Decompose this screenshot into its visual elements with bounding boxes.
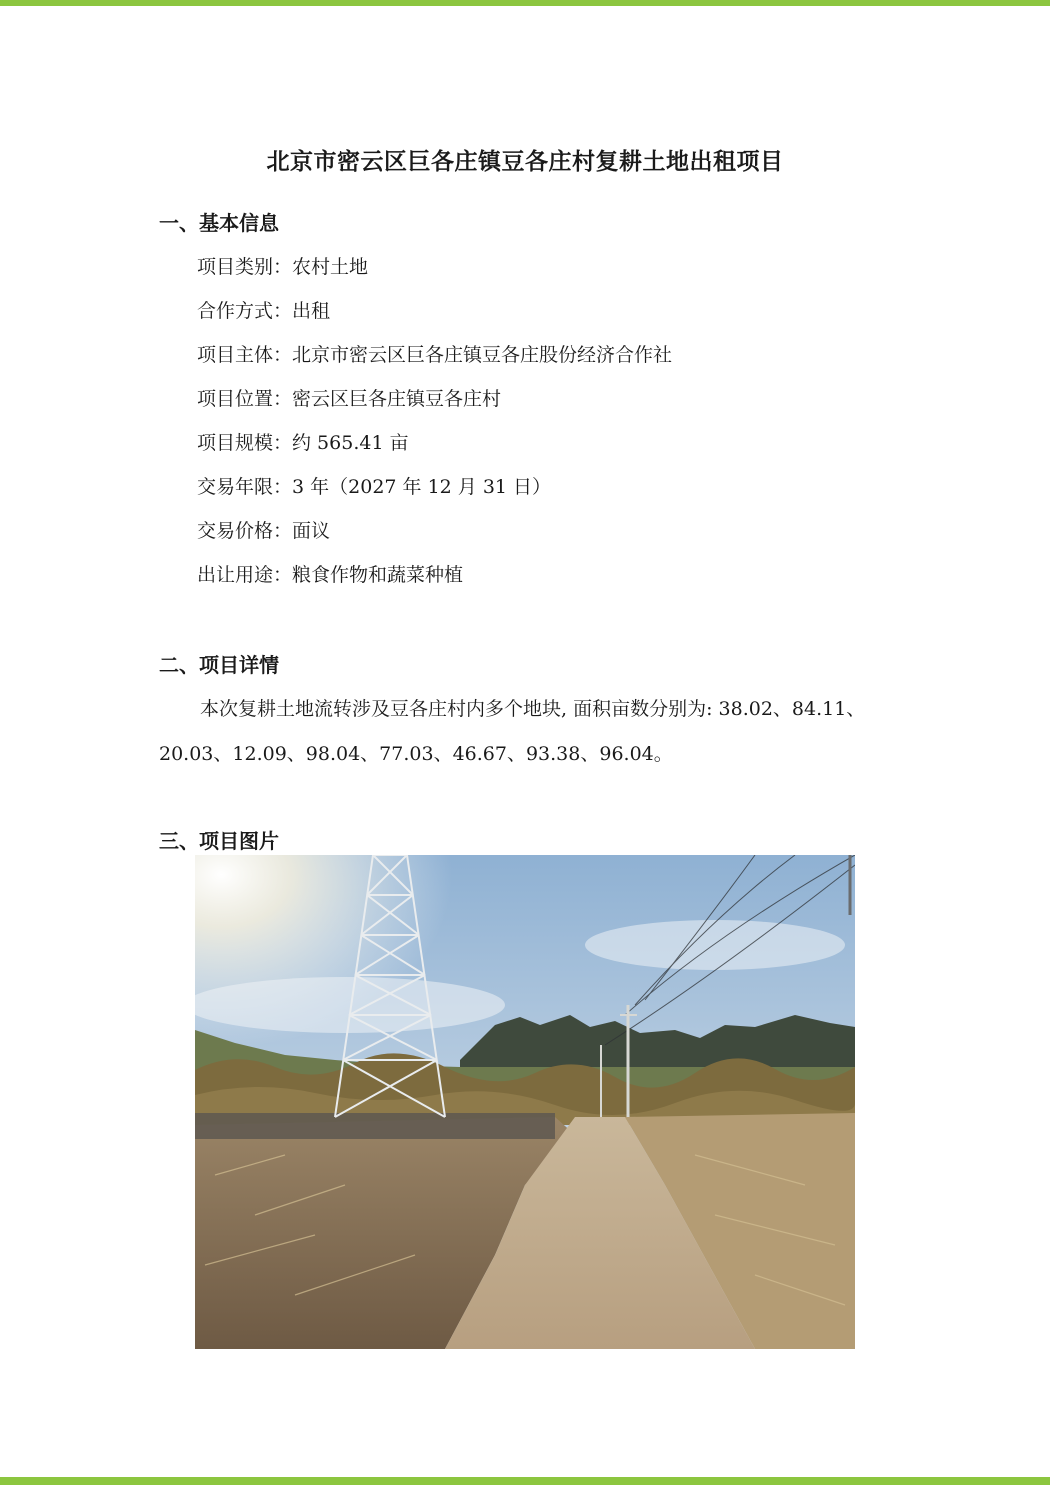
bottom-accent-bar bbox=[0, 1477, 1050, 1485]
project-photo bbox=[195, 855, 855, 1349]
info-value: 出租 bbox=[292, 300, 331, 322]
info-label: 项目主体： bbox=[197, 344, 293, 366]
info-label: 项目规模： bbox=[197, 432, 293, 454]
info-value: 约 565.41 亩 bbox=[292, 432, 409, 454]
details-paragraph-line2: 20.03、12.09、98.04、77.03、46.67、93.38、96.04。 bbox=[159, 743, 673, 765]
info-label: 交易年限： bbox=[197, 476, 293, 498]
info-label: 项目位置： bbox=[197, 388, 293, 410]
info-row-term bbox=[197, 472, 551, 499]
section-heading-basic-info: 一、基本信息 bbox=[159, 211, 279, 235]
info-row-location bbox=[197, 384, 501, 411]
info-label: 项目类别： bbox=[197, 256, 293, 278]
farmland-landscape-image bbox=[195, 855, 855, 1349]
info-value: 粮食作物和蔬菜种植 bbox=[292, 564, 464, 586]
top-accent-bar bbox=[0, 0, 1050, 6]
info-label: 交易价格： bbox=[197, 520, 293, 542]
section-heading-details: 二、项目详情 bbox=[159, 653, 279, 677]
section-heading-images: 三、项目图片 bbox=[159, 829, 279, 853]
details-paragraph-line1: 本次复耕土地流转涉及豆各庄村内多个地块, 面积亩数分别为: 38.02、84.11、 bbox=[200, 698, 866, 720]
info-row-entity bbox=[197, 340, 672, 367]
info-row-usage bbox=[197, 560, 463, 587]
info-value: 面议 bbox=[292, 520, 331, 542]
info-value: 北京市密云区巨各庄镇豆各庄股份经济合作社 bbox=[292, 344, 673, 366]
info-row-price bbox=[197, 516, 330, 543]
info-label: 合作方式： bbox=[197, 300, 293, 322]
info-label: 出让用途： bbox=[197, 564, 293, 586]
info-row-scale bbox=[197, 428, 409, 455]
info-value: 3 年（2027 年 12 月 31 日） bbox=[292, 476, 552, 498]
info-value: 农村土地 bbox=[292, 256, 369, 278]
info-row-category bbox=[197, 252, 368, 279]
document-title: 北京市密云区巨各庄镇豆各庄村复耕土地出租项目 bbox=[266, 148, 784, 175]
info-value: 密云区巨各庄镇豆各庄村 bbox=[292, 388, 502, 410]
info-row-cooperation bbox=[197, 296, 330, 323]
